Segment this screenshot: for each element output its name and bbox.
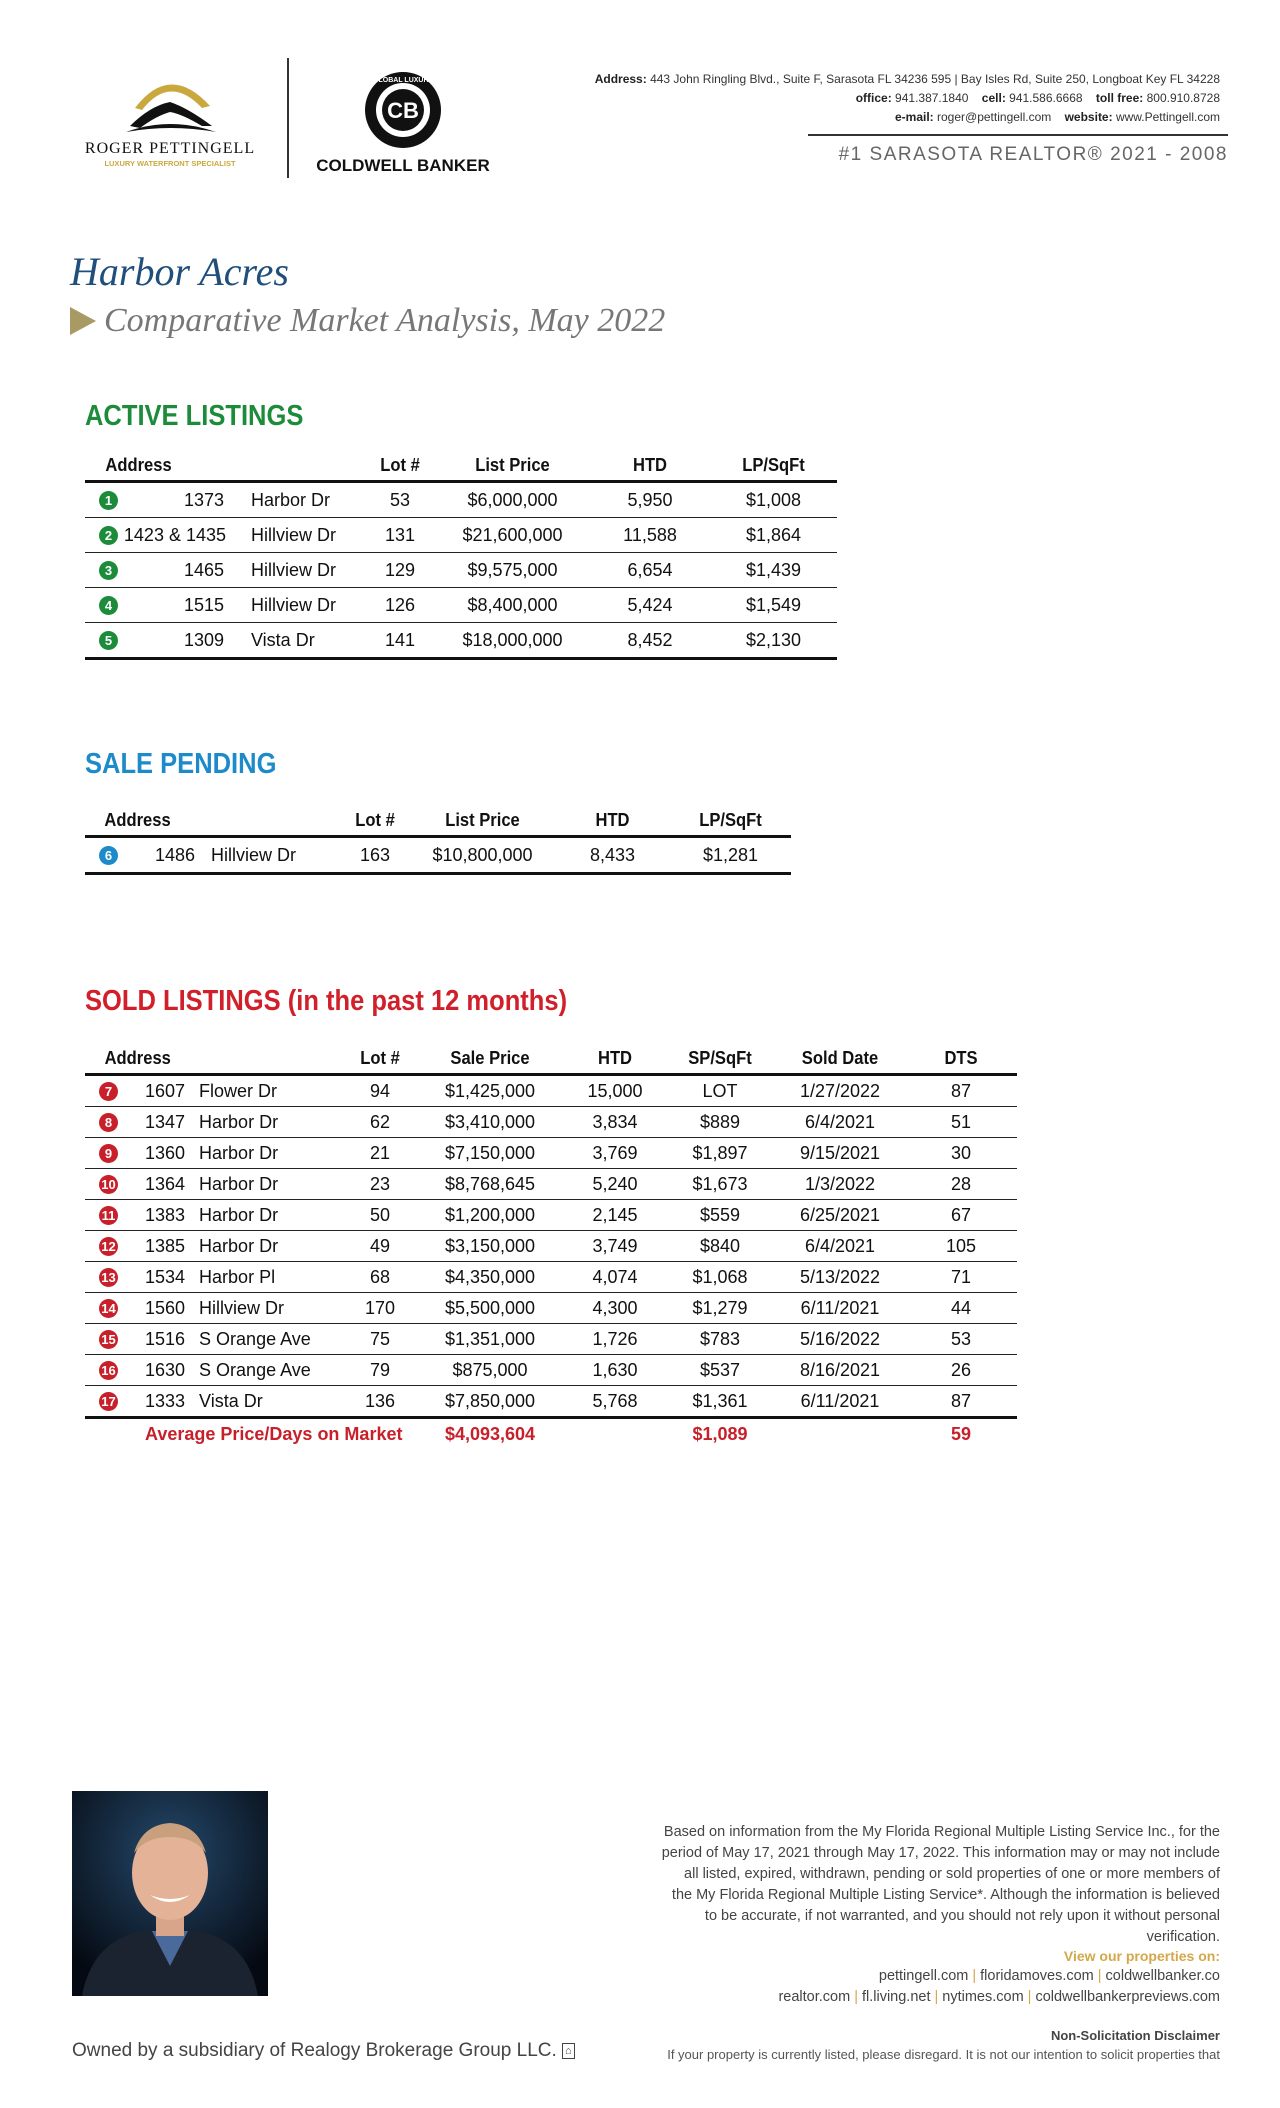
lot-number: 131 <box>365 518 435 553</box>
street-number: 1486 <box>155 844 196 865</box>
sold-date: 1/27/2022 <box>775 1075 905 1107</box>
lot-number: 126 <box>365 588 435 623</box>
htd: 5,950 <box>590 482 710 518</box>
address-number <box>85 1355 145 1386</box>
days-to-sell: 28 <box>905 1169 1017 1200</box>
listing-number-badge: 1 <box>99 491 118 510</box>
address-number <box>85 588 235 623</box>
street-number: 1347 <box>145 1111 186 1132</box>
listing-number-badge: 2 <box>99 526 118 545</box>
street-number: 1309 <box>183 629 224 650</box>
lot-number: 75 <box>345 1324 415 1355</box>
street-name: Harbor Dr <box>199 1142 279 1163</box>
street-name: Hillview Dr <box>235 553 365 588</box>
email-line: e-mail: roger@pettingell.com website: www.Pettingell.com <box>894 110 1220 124</box>
link-cbpreviews[interactable]: coldwellbankerpreviews.com <box>1035 1989 1220 2005</box>
lot-number: 53 <box>365 482 435 518</box>
htd: 4,074 <box>565 1262 665 1293</box>
link-nytimes[interactable]: nytimes.com <box>942 1989 1024 2005</box>
table-row <box>85 1262 1017 1293</box>
listing-number-badge: 3 <box>99 561 118 580</box>
street-name: Harbor Dr <box>199 1111 279 1132</box>
list-price: $6,000,000 <box>435 482 590 518</box>
sold-date: 5/13/2022 <box>775 1262 905 1293</box>
address-number <box>85 1262 145 1293</box>
lot-number: 141 <box>365 623 435 659</box>
non-solicitation-label: Non-Solicitation Disclaimer <box>1050 2028 1220 2043</box>
htd: 3,769 <box>565 1138 665 1169</box>
price-per-sqft: $2,130 <box>710 623 837 659</box>
street-number: 1465 <box>183 559 224 580</box>
days-to-sell: 26 <box>905 1355 1017 1386</box>
table-row <box>85 482 837 518</box>
address-number <box>85 623 235 659</box>
listing-number-badge: 8 <box>99 1113 118 1132</box>
htd: 11,588 <box>590 518 710 553</box>
coldwell-banker-logo <box>308 66 498 178</box>
street-number: 1383 <box>145 1204 186 1225</box>
address-number <box>85 518 235 553</box>
agent-photo <box>72 1791 268 1996</box>
address <box>155 837 340 874</box>
listing-number-badge: 7 <box>99 1082 118 1101</box>
price-per-sqft: $1,673 <box>665 1169 775 1200</box>
table-row <box>85 1324 1017 1355</box>
street-number: 1423 & 1435 <box>123 524 226 545</box>
htd: 3,834 <box>565 1107 665 1138</box>
listing-number-badge: 17 <box>99 1392 118 1411</box>
lot-number: 23 <box>345 1169 415 1200</box>
sale-price: $1,425,000 <box>415 1075 565 1107</box>
non-solicitation-text: If your property is currently listed, please disregard. It is not our intention to solicit properties that <box>667 2047 1220 2062</box>
sold-date: 6/11/2021 <box>775 1293 905 1324</box>
price-per-sqft: $1,897 <box>665 1138 775 1169</box>
address <box>145 1293 345 1324</box>
lot-number: 129 <box>365 553 435 588</box>
street-number: 1560 <box>145 1297 186 1318</box>
days-to-sell: 44 <box>905 1293 1017 1324</box>
address-number <box>85 1231 145 1262</box>
price-per-sqft: $783 <box>665 1324 775 1355</box>
ownership-note: Owned by a subsidiary of Realogy Brokerage Group LLC. ⌂ <box>72 2040 575 2062</box>
sold-date: 6/4/2021 <box>775 1231 905 1262</box>
list-price: $10,800,000 <box>410 837 555 874</box>
street-name: Harbor Pl <box>199 1266 276 1287</box>
address-number <box>85 553 235 588</box>
street-name: Vista Dr <box>199 1390 263 1411</box>
street-name: S Orange Ave <box>199 1359 311 1380</box>
street-name: Harbor Dr <box>199 1173 279 1194</box>
lot-number: 49 <box>345 1231 415 1262</box>
table-row <box>85 553 837 588</box>
lot-number: 170 <box>345 1293 415 1324</box>
link-flliving[interactable]: fl.living.net <box>861 1989 931 2005</box>
street-number: 1516 <box>145 1328 186 1349</box>
listing-number-badge: 15 <box>99 1330 118 1349</box>
average-label: Average Price/Days on Market <box>145 1423 403 1444</box>
price-per-sqft: $1,008 <box>710 482 837 518</box>
address-line: Address: 443 John Ringling Blvd., Suite F, Sarasota FL 34236 595 | Bay Isles Rd, Suite 250, Longboat Key FL 34228 <box>594 72 1220 86</box>
realtor-line: #1 SARASOTA REALTOR® 2021 - 2008 <box>838 144 1228 165</box>
price-per-sqft: LOT <box>665 1075 775 1107</box>
days-to-sell: 87 <box>905 1386 1017 1418</box>
listing-number-badge: 11 <box>99 1206 118 1225</box>
average-days-on-market: 59 <box>950 1423 972 1444</box>
sold-date: 1/3/2022 <box>775 1169 905 1200</box>
lot-number: 94 <box>345 1075 415 1107</box>
table-row <box>85 1386 1017 1418</box>
triangle-bullet-icon <box>70 307 96 335</box>
days-to-sell: 30 <box>905 1138 1017 1169</box>
htd: 2,145 <box>565 1200 665 1231</box>
address-number <box>85 482 235 518</box>
street-name: Hillview Dr <box>199 1297 285 1318</box>
lot-number: 79 <box>345 1355 415 1386</box>
price-per-sqft: $537 <box>665 1355 775 1386</box>
sold-date: 9/15/2021 <box>775 1138 905 1169</box>
htd: 4,300 <box>565 1293 665 1324</box>
table-row <box>85 1200 1017 1231</box>
lot-number: 50 <box>345 1200 415 1231</box>
property-links-row-1: pettingell.com | floridamoves.com | coldwellbanker.co <box>878 1968 1220 1984</box>
listing-number-badge: 12 <box>99 1237 118 1256</box>
link-floridamoves[interactable]: floridamoves.com <box>980 1968 1094 1984</box>
htd: 3,749 <box>565 1231 665 1262</box>
table-row <box>85 588 837 623</box>
price-per-sqft: $889 <box>665 1107 775 1138</box>
average-price-per-sqft: $1,089 <box>692 1423 748 1444</box>
htd: 5,240 <box>565 1169 665 1200</box>
street-number: 1364 <box>145 1173 186 1194</box>
address-number <box>85 1138 145 1169</box>
address <box>145 1386 345 1418</box>
table-row <box>85 518 837 553</box>
sale-pending-heading: SALE PENDING <box>85 748 277 780</box>
sale-price: $3,150,000 <box>415 1231 565 1262</box>
listing-number-badge: 14 <box>99 1299 118 1318</box>
htd: 5,424 <box>590 588 710 623</box>
street-number: 1534 <box>145 1266 186 1287</box>
email-link[interactable]: roger@pettingell.com <box>937 110 1052 124</box>
street-name: Harbor Dr <box>199 1204 279 1225</box>
htd: 15,000 <box>565 1075 665 1107</box>
sold-listings-heading: SOLD LISTINGS (in the past 12 months) <box>85 985 568 1017</box>
price-per-sqft: $840 <box>665 1231 775 1262</box>
htd: 1,726 <box>565 1324 665 1355</box>
table-row <box>85 837 791 874</box>
street-number: 1373 <box>183 489 224 510</box>
lot-number: 68 <box>345 1262 415 1293</box>
listing-number-badge: 13 <box>99 1268 118 1287</box>
street-number: 1385 <box>145 1235 186 1256</box>
empty-cell <box>565 1418 665 1450</box>
address-number <box>85 1293 145 1324</box>
link-realtor[interactable]: realtor.com <box>778 1989 851 2005</box>
address-number <box>85 1107 145 1138</box>
address <box>145 1075 345 1107</box>
listing-number-badge: 9 <box>99 1144 118 1163</box>
sold-date: 6/11/2021 <box>775 1386 905 1418</box>
lot-number: 21 <box>345 1138 415 1169</box>
days-to-sell: 51 <box>905 1107 1017 1138</box>
street-number: 1360 <box>145 1142 186 1163</box>
htd: 8,433 <box>555 837 670 874</box>
average-price: $4,093,604 <box>444 1423 536 1444</box>
sale-price: $3,410,000 <box>415 1107 565 1138</box>
average-row <box>85 1418 1017 1450</box>
days-to-sell: 87 <box>905 1075 1017 1107</box>
htd: 6,654 <box>590 553 710 588</box>
price-per-sqft: $1,439 <box>710 553 837 588</box>
address-number <box>85 1200 145 1231</box>
brand-tagline: LUXURY WATERFRONT SPECIALIST <box>104 159 236 168</box>
contact-block <box>500 70 1220 127</box>
htd: 8,452 <box>590 623 710 659</box>
mls-disclaimer: Based on information from the My Florida Regional Multiple Listing Service Inc., for the period of May 17, 2021 through May 17, 2022. This information may or may not include all listed, expired, withdrawn, pending or sold properties of one or more members of the My Florida Regional Multiple Listing Service*. Although the information is believed to be accurate, if not warranted, and you should not rely upon it without personal verification. <box>661 1824 1220 1945</box>
table-row <box>85 1293 1017 1324</box>
cb-seal-text: GLOBAL LUXURY <box>373 77 433 84</box>
lot-number: 62 <box>345 1107 415 1138</box>
htd: 5,768 <box>565 1386 665 1418</box>
sold-date: 6/25/2021 <box>775 1200 905 1231</box>
table-row <box>85 1169 1017 1200</box>
equal-housing-icon: ⌂ <box>562 2043 575 2059</box>
street-name: Harbor Dr <box>235 482 365 518</box>
table-row <box>85 623 837 659</box>
pettingell-logo <box>70 68 270 178</box>
address-number <box>85 1075 145 1107</box>
link-pettingell[interactable]: pettingell.com <box>878 1968 969 1984</box>
sale-price: $8,768,645 <box>415 1169 565 1200</box>
website-link[interactable]: www.Pettingell.com <box>1115 110 1220 124</box>
address-number <box>85 1169 145 1200</box>
street-name: Harbor Dr <box>199 1235 279 1256</box>
price-per-sqft: $1,068 <box>665 1262 775 1293</box>
price-per-sqft: $1,281 <box>670 837 791 874</box>
address-number <box>85 837 155 874</box>
address <box>145 1138 345 1169</box>
sale-price: $1,200,000 <box>415 1200 565 1231</box>
street-name: Hillview Dr <box>235 518 365 553</box>
days-to-sell: 105 <box>905 1231 1017 1262</box>
property-links-row-2: realtor.com | fl.living.net | nytimes.com | coldwellbankerpreviews.com <box>778 1989 1220 2005</box>
cb-name: COLDWELL BANKER <box>316 156 490 175</box>
street-name: Vista Dr <box>235 623 365 659</box>
street-number: 1515 <box>183 594 224 615</box>
page-title: Harbor Acres <box>70 249 289 294</box>
sold-date: 5/16/2022 <box>775 1324 905 1355</box>
brand-name: ROGER PETTINGELL <box>84 140 256 157</box>
listing-number-badge: 16 <box>99 1361 118 1380</box>
sold-date: 6/4/2021 <box>775 1107 905 1138</box>
street-number: 1333 <box>145 1390 186 1411</box>
address-number <box>85 1324 145 1355</box>
link-coldwellbanker[interactable]: coldwellbanker.co <box>1105 1968 1220 1984</box>
price-per-sqft: $1,361 <box>665 1386 775 1418</box>
address <box>145 1107 345 1138</box>
listing-number-badge: 6 <box>99 846 118 865</box>
address <box>145 1355 345 1386</box>
htd: 1,630 <box>565 1355 665 1386</box>
phone-line: office: 941.387.1840 cell: 941.586.6668 toll free: 800.910.8728 <box>855 91 1220 105</box>
list-price: $21,600,000 <box>435 518 590 553</box>
list-price: $9,575,000 <box>435 553 590 588</box>
street-number: 1630 <box>145 1359 186 1380</box>
listing-number-badge: 10 <box>99 1175 118 1194</box>
price-per-sqft: $1,279 <box>665 1293 775 1324</box>
table-row <box>85 1231 1017 1262</box>
list-price: $8,400,000 <box>435 588 590 623</box>
sale-price: $7,850,000 <box>415 1386 565 1418</box>
street-name: Hillview Dr <box>235 588 365 623</box>
lot-number: 136 <box>345 1386 415 1418</box>
street-name: Flower Dr <box>199 1080 278 1101</box>
sale-price: $875,000 <box>415 1355 565 1386</box>
days-to-sell: 71 <box>905 1262 1017 1293</box>
days-to-sell: 67 <box>905 1200 1017 1231</box>
header-rule <box>808 134 1228 136</box>
price-per-sqft: $1,864 <box>710 518 837 553</box>
sale-pending-table: Address Lot # List Price HTD LP/SqFt 6 1486 Hillview Dr 163 $10,800,000 8,433 $1,281 <box>85 805 791 875</box>
listing-number-badge: 4 <box>99 596 118 615</box>
table-row <box>85 1138 1017 1169</box>
address <box>145 1262 345 1293</box>
sale-price: $7,150,000 <box>415 1138 565 1169</box>
header-divider <box>287 58 289 178</box>
lot-number: 163 <box>340 837 410 874</box>
table-row <box>85 1355 1017 1386</box>
svg-text:CB: CB <box>387 98 419 123</box>
sold-date: 8/16/2021 <box>775 1355 905 1386</box>
price-per-sqft: $1,549 <box>710 588 837 623</box>
address <box>145 1200 345 1231</box>
view-properties-label: View our properties on: <box>1063 1948 1220 1964</box>
price-per-sqft: $559 <box>665 1200 775 1231</box>
sale-price: $5,500,000 <box>415 1293 565 1324</box>
sale-price: $1,351,000 <box>415 1324 565 1355</box>
listing-number-badge: 5 <box>99 631 118 650</box>
days-to-sell: 53 <box>905 1324 1017 1355</box>
address <box>145 1231 345 1262</box>
address <box>145 1324 345 1355</box>
address <box>145 1169 345 1200</box>
address-number <box>85 1386 145 1418</box>
sold-listings-table: Address Lot # Sale Price HTD SP/SqFt Sold Date DTS 7 1607 Flower Dr 94 $1,425,000 15,000 LOT 1/27/2022 87 8 1347 Harbor Dr 62 $3,410,000 3,834 $889 6/4/2021 51 9 1360 Harbor Dr 21 $7,150,000 3,769 $1,897 9/15/2021 30 10 1364 Harbor Dr 23 $8,768,645 5,240 $1,673 1/3/2022 28 11 1383 Harbor Dr 50 $1,200,000 2,145 $559 6/25/2021 67 12 1385 Harbor Dr 49 $3,150,000 3,749 $840 6/4/2021 105 13 1534 Harbor Pl 68 $4,350,000 4,074 $1,068 5/13/2022 71 14 1560 Hillview Dr 170 $5,500,000 4,300 $1,279 6/11/2021 44 15 1516 S Orange Ave 75 $1,351,000 1,726 $783 5/16/2022 53 16 1630 S Orange Ave 79 $875,000 1,630 $537 8/16/2021 26 17 1333 Vista Dr 136 $7,850,000 5,768 $1,361 6/11/2021 87 Average Price/Days on Market $4,093,604 $1,089 59 <box>85 1043 1017 1449</box>
street-number: 1607 <box>145 1080 186 1101</box>
active-listings-heading: ACTIVE LISTINGS <box>85 400 304 432</box>
sale-price: $4,350,000 <box>415 1262 565 1293</box>
list-price: $18,000,000 <box>435 623 590 659</box>
table-row <box>85 1075 1017 1107</box>
street-name: Hillview Dr <box>211 844 297 865</box>
table-row <box>85 1107 1017 1138</box>
active-listings-table: Address Lot # List Price HTD LP/SqFt 1 1373 Harbor Dr 53 $6,000,000 5,950 $1,008 2 1423 & 1435 Hillview Dr 131 $21,600,000 11,588 $1,864 3 1465 Hillview Dr 129 $9,575,000 6,654 $1,439 4 1515 Hillview Dr 126 $8,400,000 5,424 $1,549 5 1309 Vista Dr 141 $18,000,000 8,452 $2,130 <box>85 450 837 660</box>
page-subtitle: Comparative Market Analysis, May 2022 <box>70 302 665 340</box>
street-name: S Orange Ave <box>199 1328 311 1349</box>
empty-cell <box>775 1418 905 1450</box>
